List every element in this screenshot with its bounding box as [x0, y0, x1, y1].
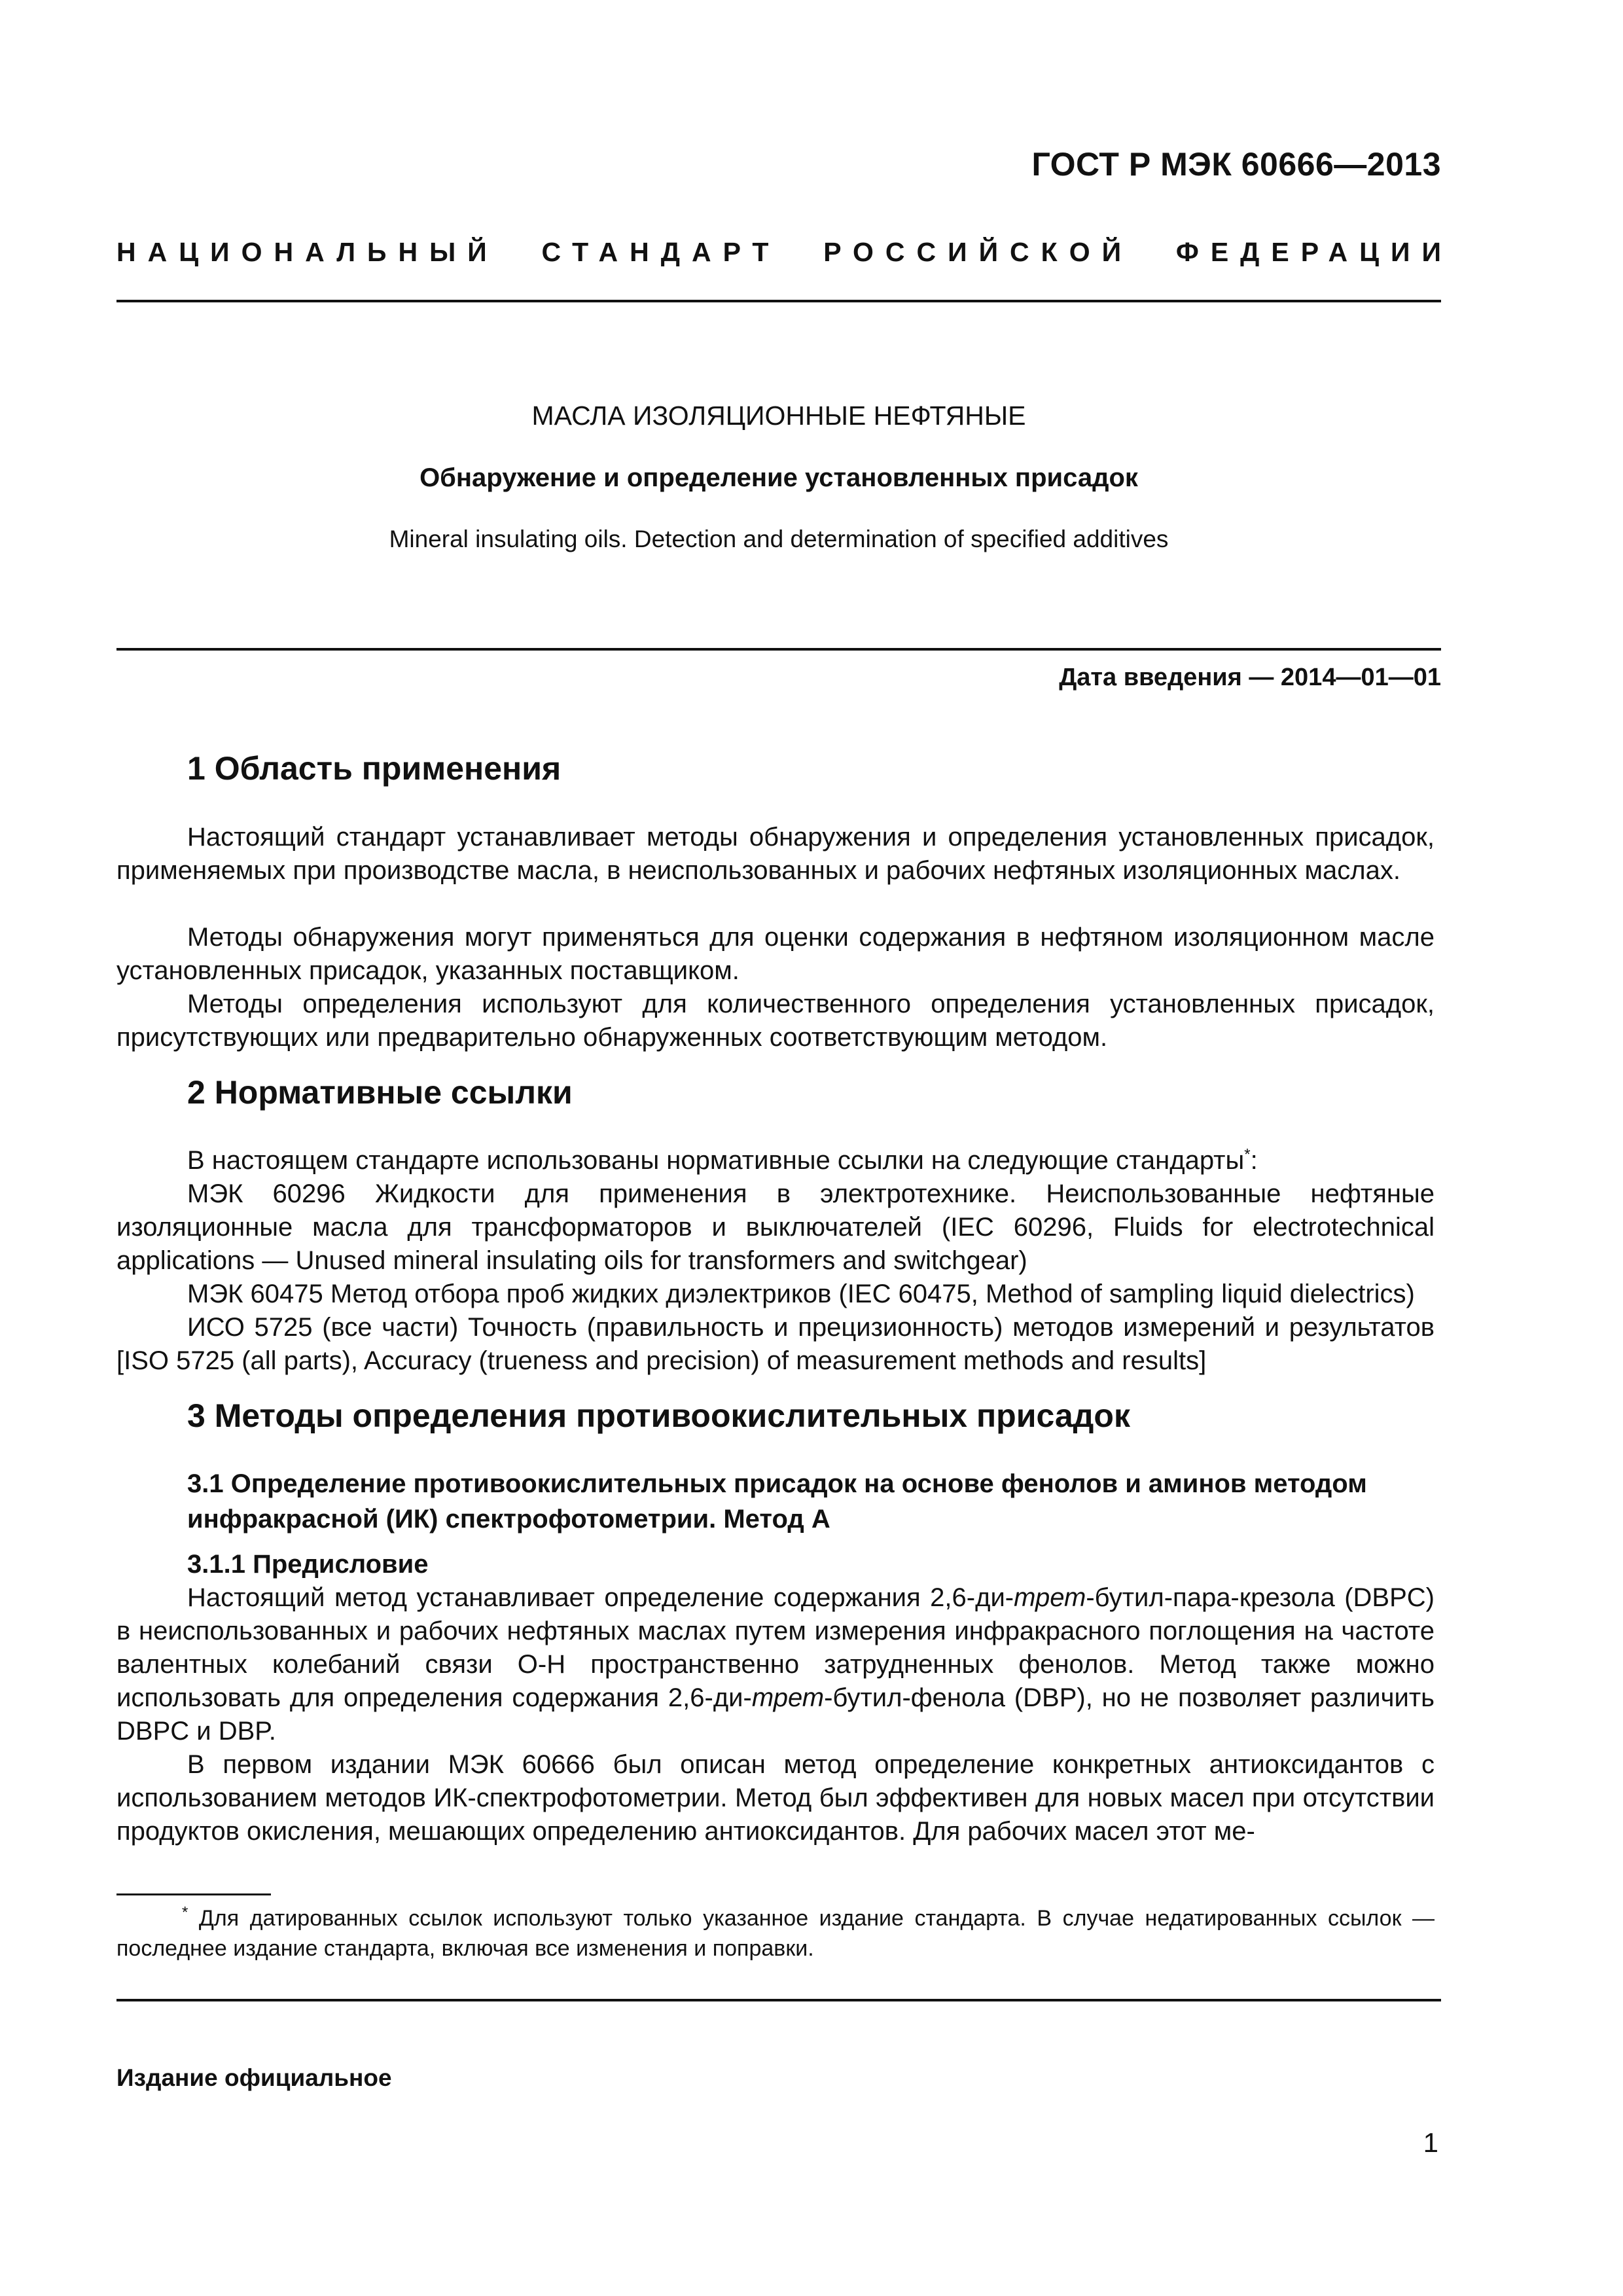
- introduction-date: Дата введения — 2014—01—01: [1059, 664, 1441, 691]
- section-3-heading: 3 Методы определения противоокислительных присадок: [187, 1397, 1130, 1434]
- section-2-intro-colon: :: [1250, 1146, 1258, 1175]
- footnote-mark: *: [182, 1903, 188, 1922]
- subsection-3-1-1-heading: 3.1.1 Предисловие: [187, 1550, 429, 1579]
- gost-code: ГОСТ Р МЭК 60666—2013: [1031, 146, 1441, 183]
- italic-term: трет: [1014, 1583, 1086, 1612]
- section-3-paragraph: [116, 1581, 1435, 1748]
- footnote-text: Для датированных ссылок используют только указанное издание стандарта. В случае недатированных ссылок — последнее издание стандарта, включая все изменения и поправки.: [116, 1906, 1435, 1961]
- page-number: 1: [1423, 2127, 1438, 2158]
- footnote-divider: [116, 1893, 271, 1895]
- text-run: -бутил-фенола (DBP), но не позволяет различить DBPC и DBP.: [116, 1683, 1435, 1746]
- section-3-paragraph: В первом издании МЭК 60666 был описан метод определение конкретных антиоксидантов с использованием методов ИК-спектрофотометрии. Метод был эффективен для новых масел при отсутствии продуктов окисления, мешающих определению антиоксидантов. Для рабочих масел этот ме-: [116, 1750, 1435, 1846]
- footnote: [116, 1903, 1435, 1964]
- text-run: -бутил-пара-крезола (DBPC) в неиспользованных и рабочих нефтяных маслах путем измерения инфракрасного поглощения на частоте валентных колебаний связи О-Н пространственно затрудненных фенолов. Метод также можно использовать для определения содержания 2,6-ди-: [116, 1583, 1435, 1712]
- section-1-paragraph: Настоящий стандарт устанавливает методы обнаружения и определения установленных присадок, применяемых при производстве масла, в неиспользованных и рабочих нефтяных изоляционных маслах.: [116, 823, 1435, 885]
- national-title-word: СТАНДАРТ: [541, 237, 781, 267]
- national-standard-title: [116, 237, 1453, 268]
- normative-reference: ИСО 5725 (все части) Точность (правильность и прецизионность) методов измерений и результатов [ISO 5725 (all parts), Accuracy (trueness and precision) of measurement methods and results]: [116, 1313, 1435, 1375]
- italic-term: трет: [751, 1683, 825, 1712]
- header-divider: [116, 300, 1441, 302]
- national-title-word: ФЕДЕРАЦИИ: [1175, 237, 1453, 267]
- document-english-title: Mineral insulating oils. Detection and determination of specified additives: [389, 526, 1169, 552]
- section-1-heading: 1 Область применения: [187, 750, 562, 787]
- section-1-paragraph: Методы определения используют для количественного определения установленных присадок, присутствующих или предварительно обнаруженных соответствующим методом.: [116, 990, 1435, 1052]
- footnote-reference: *: [1244, 1145, 1251, 1164]
- section-2-intro-text: В настоящем стандарте использованы нормативные ссылки на следующие стандарты: [187, 1146, 1245, 1175]
- section-1-paragraph: Методы обнаружения могут применяться для оценки содержания в нефтяном изоляционном масле установленных присадок, указанных поставщиком.: [116, 923, 1435, 985]
- text-run: Настоящий метод устанавливает определение содержания 2,6-ди-: [187, 1583, 1014, 1612]
- national-title-word: НАЦИОНАЛЬНЫЙ: [116, 237, 499, 267]
- subsection-3-1-heading: 3.1 Определение противоокислительных присадок на основе фенолов и аминов методом инфракрасной (ИК) спектрофотометрии. Метод А: [187, 1469, 1367, 1534]
- national-title-word: РОССИЙСКОЙ: [823, 237, 1133, 267]
- document-subtitle: Обнаружение и определение установленных присадок: [419, 463, 1138, 492]
- document-title: МАСЛА ИЗОЛЯЦИОННЫЕ НЕФТЯНЫЕ: [531, 401, 1026, 431]
- normative-reference: МЭК 60475 Метод отбора проб жидких диэлектриков (IEC 60475, Method of sampling liquid dielectrics): [187, 1280, 1415, 1308]
- section-2-intro: [116, 1144, 1435, 1177]
- normative-reference: МЭК 60296 Жидкости для применения в электротехнике. Неиспользованные нефтяные изоляционные масла для трансформаторов и выключателей (IEC 60296, Fluids for electrotechnical applications — Unused mineral insulating oils for transformers and switchgear): [116, 1179, 1435, 1275]
- title-divider: [116, 648, 1441, 651]
- footer-divider: [116, 1999, 1441, 2001]
- section-2-heading: 2 Нормативные ссылки: [187, 1074, 573, 1111]
- official-edition-label: Издание официальное: [116, 2064, 392, 2091]
